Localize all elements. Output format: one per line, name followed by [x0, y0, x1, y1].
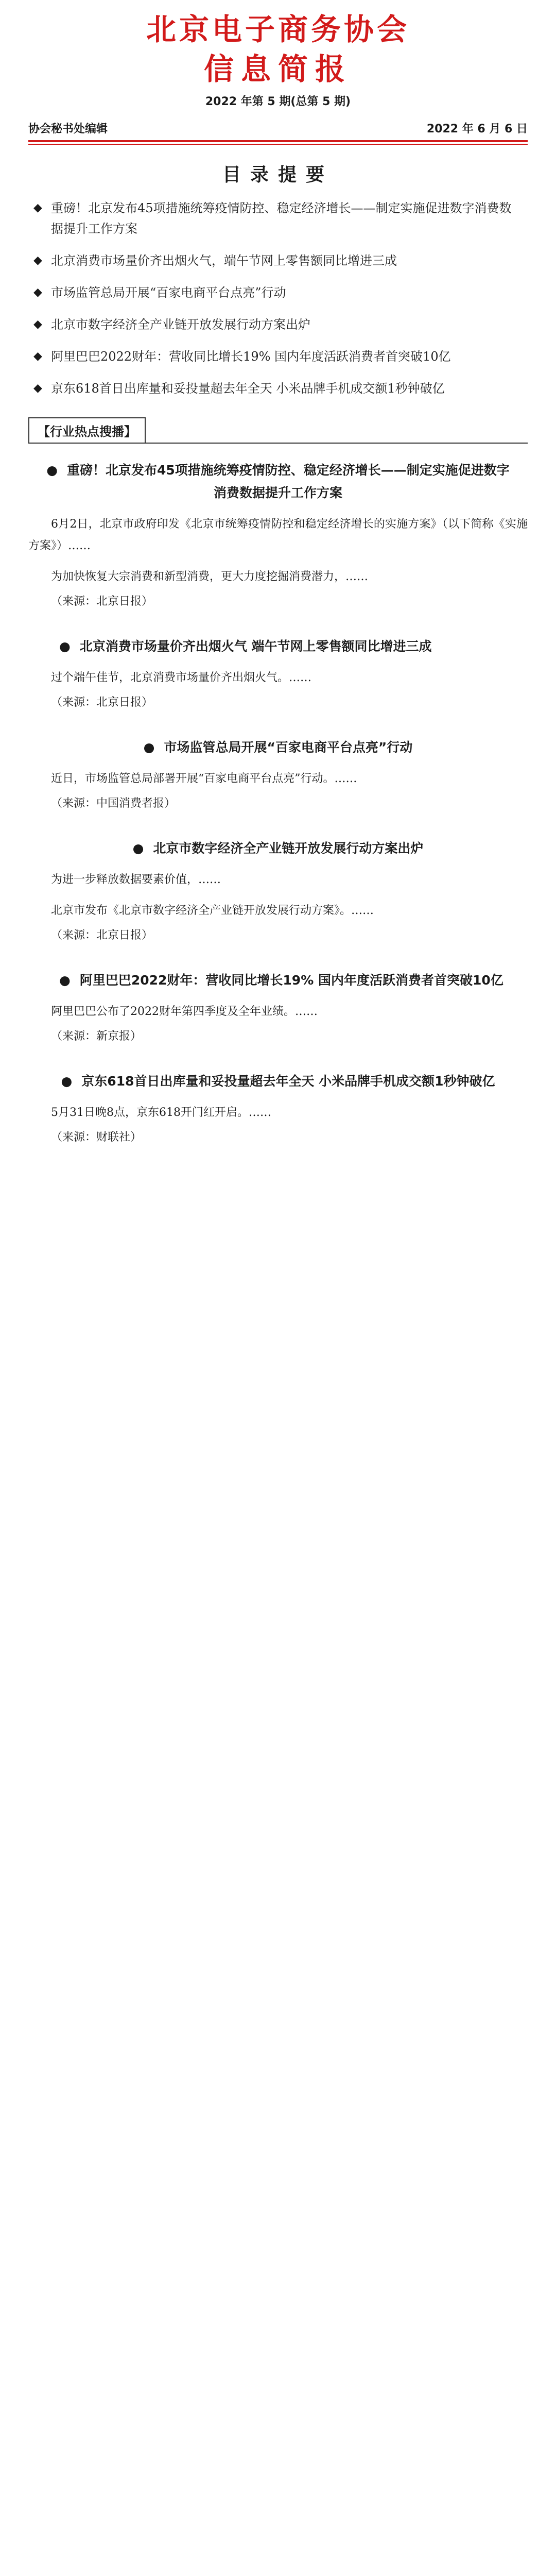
section-header [28, 417, 528, 444]
toc-item[interactable] [33, 282, 523, 303]
toc-item-text: 北京市数字经济全产业链开放发展行动方案出炉 [51, 317, 310, 332]
article-body [28, 667, 528, 714]
toc-item-text: 阿里巴巴2022财年：营收同比增长19% 国内年度活跃消费者首突破10亿 [51, 349, 451, 364]
brief-title: 信息简报 [203, 52, 352, 87]
article-title [28, 459, 528, 504]
article-body [28, 1001, 528, 1047]
article-paragraph: 阿里巴巴公布了2022财年第四季度及全年业绩。…… [51, 1005, 318, 1018]
toc-list [28, 198, 528, 399]
article-source: （来源：北京日报） [51, 595, 153, 608]
article-body [28, 869, 528, 946]
article-paragraph: 过个端午佳节，北京消费市场量价齐出烟火气。…… [51, 671, 312, 684]
article-title-text: 京东618首日出库量和妥投量超去年全天 小米品牌手机成交额1秒钟破亿 [81, 1074, 495, 1089]
article-title-text: 阿里巴巴2022财年：营收同比增长19% 国内年度活跃消费者首突破10亿 [79, 973, 503, 988]
masthead [28, 0, 528, 109]
article-title-text: 北京消费市场量价齐出烟火气 端午节网上零售额同比增进三成 [79, 639, 432, 654]
article-title [28, 1070, 528, 1093]
dot-bullet-icon: ● [132, 841, 144, 856]
diamond-bullet-icon: ◆ [33, 201, 42, 214]
article-source: （来源：北京日报） [51, 696, 153, 709]
article-source: （来源：北京日报） [51, 929, 153, 942]
diamond-bullet-icon: ◆ [33, 286, 42, 299]
article-title-text: 市场监管总局开展“百家电商平台点亮”行动 [164, 740, 413, 755]
article-paragraph: 为加快恢复大宗消费和新型消费，更大力度挖掘消费潜力，…… [51, 570, 369, 583]
toc-item-text: 北京消费市场量价齐出烟火气，端午节网上零售额同比增进三成 [51, 253, 397, 268]
toc-item[interactable] [33, 314, 523, 335]
article-title [28, 736, 528, 759]
meta-bar [28, 120, 528, 139]
article-paragraph: 北京市发布《北京市数字经济全产业链开放发展行动方案》。…… [51, 904, 374, 917]
article-title-text: 重磅！北京发布45项措施统筹疫情防控、稳定经济增长——制定实施促进数字消费数据提升工作方案 [67, 463, 510, 500]
article-title [28, 837, 528, 860]
masthead-rule-thin [28, 144, 528, 145]
issue-date: 2022 年 6 月 6 日 [426, 123, 528, 135]
article-item [28, 736, 528, 815]
article-body [28, 514, 528, 613]
toc-item-text: 市场监管总局开展“百家电商平台点亮”行动 [51, 285, 286, 300]
article-title-text: 北京市数字经济全产业链开放发展行动方案出炉 [153, 841, 424, 856]
toc-item-text: 重磅！北京发布45项措施统筹疫情防控、稳定经济增长——制定实施促进数字消费数据提升工作方案 [51, 201, 512, 236]
publisher-label: 协会秘书处编辑 [28, 123, 108, 135]
dot-bullet-icon: ● [46, 463, 58, 478]
toc-item[interactable] [33, 250, 523, 271]
article-item [28, 1070, 528, 1148]
article-paragraph: 5月31日晚8点，京东618开门红开启。…… [51, 1106, 271, 1119]
article-item [28, 969, 528, 1047]
org-title: 北京电子商务协会 [146, 12, 410, 47]
diamond-bullet-icon: ◆ [33, 382, 42, 395]
article-item [28, 635, 528, 714]
article-title [28, 635, 528, 658]
dot-bullet-icon: ● [61, 1074, 73, 1089]
toc-item-text: 京东618首日出库量和妥投量超去年全天 小米品牌手机成交额1秒钟破亿 [51, 381, 445, 396]
dot-bullet-icon: ● [59, 973, 71, 988]
article-body [28, 768, 528, 815]
issue-line: 2022 年第 5 期(总第 5 期) [205, 95, 351, 108]
diamond-bullet-icon: ◆ [33, 350, 42, 363]
masthead-rule-thick [28, 140, 528, 142]
dot-bullet-icon: ● [59, 639, 71, 654]
section-tag: 【行业热点搜播】 [28, 417, 146, 444]
toc-heading: 目录提要 [222, 164, 334, 185]
article-paragraph: 为进一步释放数据要素价值，…… [51, 873, 221, 886]
article-paragraph: 6月2日，北京市政府印发《北京市统筹疫情防控和稳定经济增长的实施方案》（以下简称《实施方案》）…… [28, 518, 528, 552]
article-source: （来源：中国消费者报） [51, 797, 176, 810]
article-source: （来源：新京报） [51, 1030, 142, 1043]
diamond-bullet-icon: ◆ [33, 254, 42, 267]
toc-item[interactable] [33, 378, 523, 399]
article-title [28, 969, 528, 992]
article-item [28, 837, 528, 946]
article-item [28, 459, 528, 613]
toc-item[interactable] [33, 346, 523, 367]
diamond-bullet-icon: ◆ [33, 318, 42, 331]
toc-item[interactable] [33, 198, 523, 239]
article-body [28, 1102, 528, 1148]
article-source: （来源：财联社） [51, 1131, 142, 1144]
article-paragraph: 近日，市场监管总局部署开展“百家电商平台点亮”行动。…… [51, 772, 357, 785]
dot-bullet-icon: ● [143, 740, 155, 755]
table-of-contents [28, 160, 528, 399]
